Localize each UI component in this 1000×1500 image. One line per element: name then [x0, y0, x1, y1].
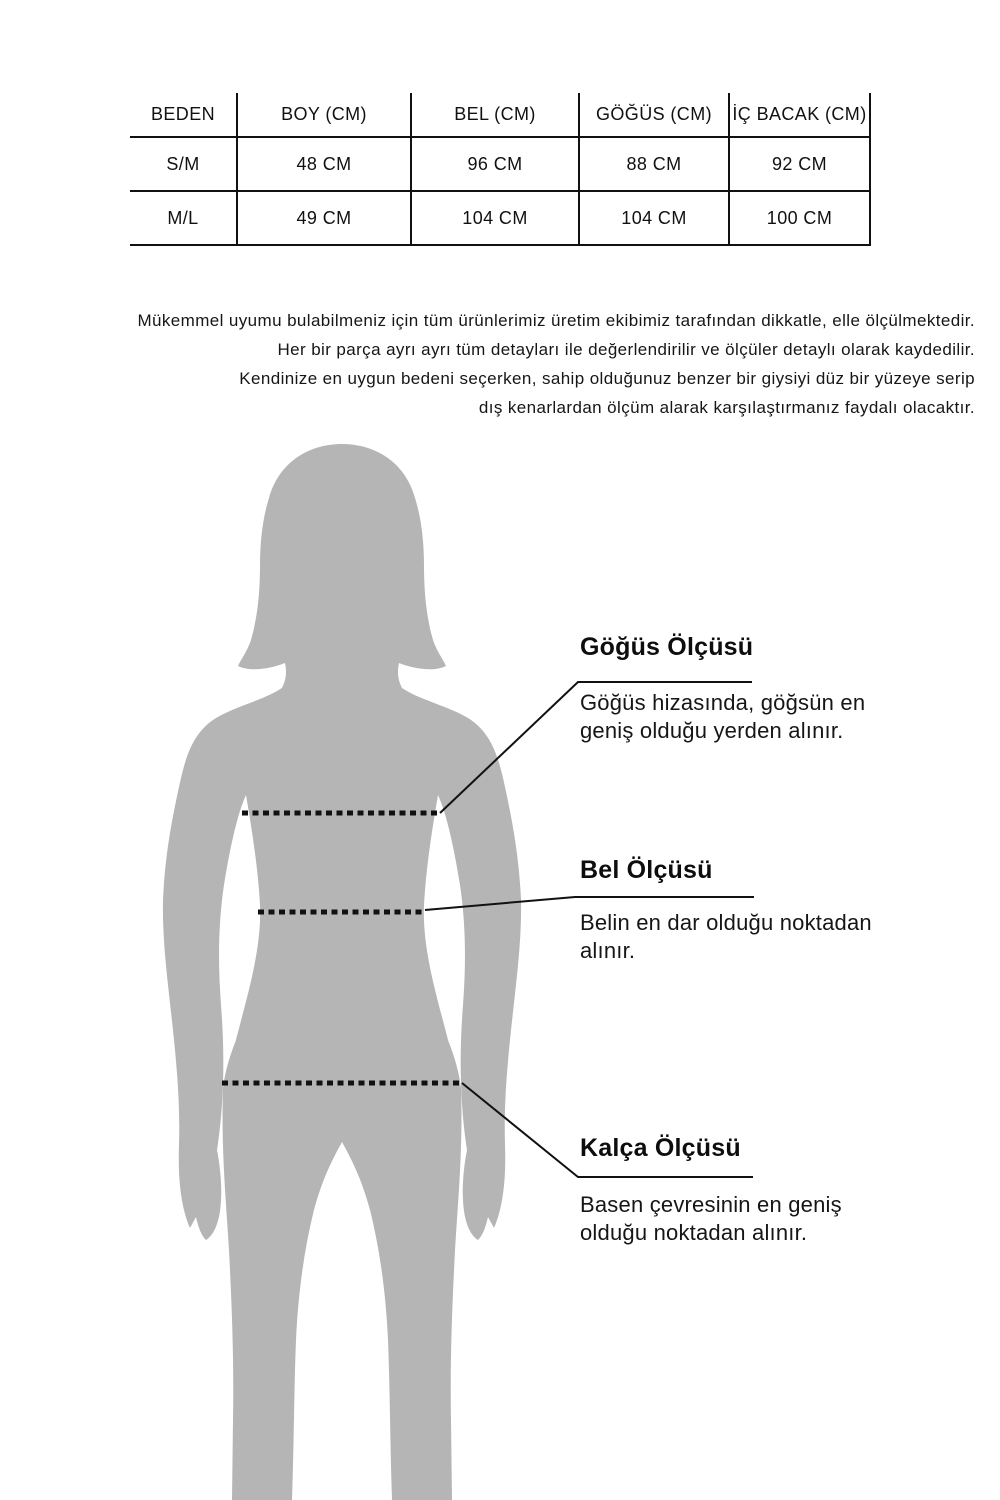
column-header-gogus: GÖĞÜS (CM) [579, 93, 729, 137]
cell-gogus: 104 CM [579, 191, 729, 245]
cell-boy: 48 CM [237, 137, 411, 191]
cell-boy: 49 CM [237, 191, 411, 245]
info-line: Her bir parça ayrı ayrı tüm detayları ile değerlendirilir ve ölçüler detaylı olarak kaydedilir. [277, 340, 975, 359]
column-header-bel: BEL (CM) [411, 93, 579, 137]
column-header-ic-bacak: İÇ BACAK (CM) [729, 93, 870, 137]
info-line: dış kenarlardan ölçüm alarak karşılaştırmanız faydalı olacaktır. [478, 398, 975, 417]
hip-label-description: Basen çevresinin en geniş olduğu noktadan alınır. [580, 1192, 842, 1245]
cell-gogus: 88 CM [579, 137, 729, 191]
chest-label-description: Göğüs hizasında, göğsün en geniş olduğu yerden alınır. [580, 690, 866, 743]
waist-measurement-label [580, 856, 910, 965]
hip-label-title: Kalça Ölçüsü [580, 1134, 741, 1162]
cell-size: M/L [130, 191, 237, 245]
cell-bel: 104 CM [411, 191, 579, 245]
column-header-boy: BOY (CM) [237, 93, 411, 137]
hip-measurement-label [580, 1134, 910, 1247]
info-line: Kendinize en uygun bedeni seçerken, sahip olduğunuz benzer bir giysiyi düz bir yüzeye serip [239, 369, 975, 388]
cell-ic-bacak: 100 CM [729, 191, 870, 245]
cell-bel: 96 CM [411, 137, 579, 191]
info-line: Mükemmel uyumu bulabilmeniz için tüm ürünlerimiz üretim ekibimiz tarafından dikkatle, elle ölçülmektedir. [137, 311, 975, 330]
chest-measurement-label [580, 633, 910, 745]
cell-ic-bacak: 92 CM [729, 137, 870, 191]
waist-label-title: Bel Ölçüsü [580, 856, 713, 884]
body-silhouette [163, 444, 521, 1500]
waist-label-description: Belin en dar olduğu noktadan alınır. [580, 910, 872, 963]
column-header-beden: BEDEN [130, 93, 237, 137]
cell-size: S/M [130, 137, 237, 191]
chest-label-title: Göğüs Ölçüsü [580, 633, 754, 661]
